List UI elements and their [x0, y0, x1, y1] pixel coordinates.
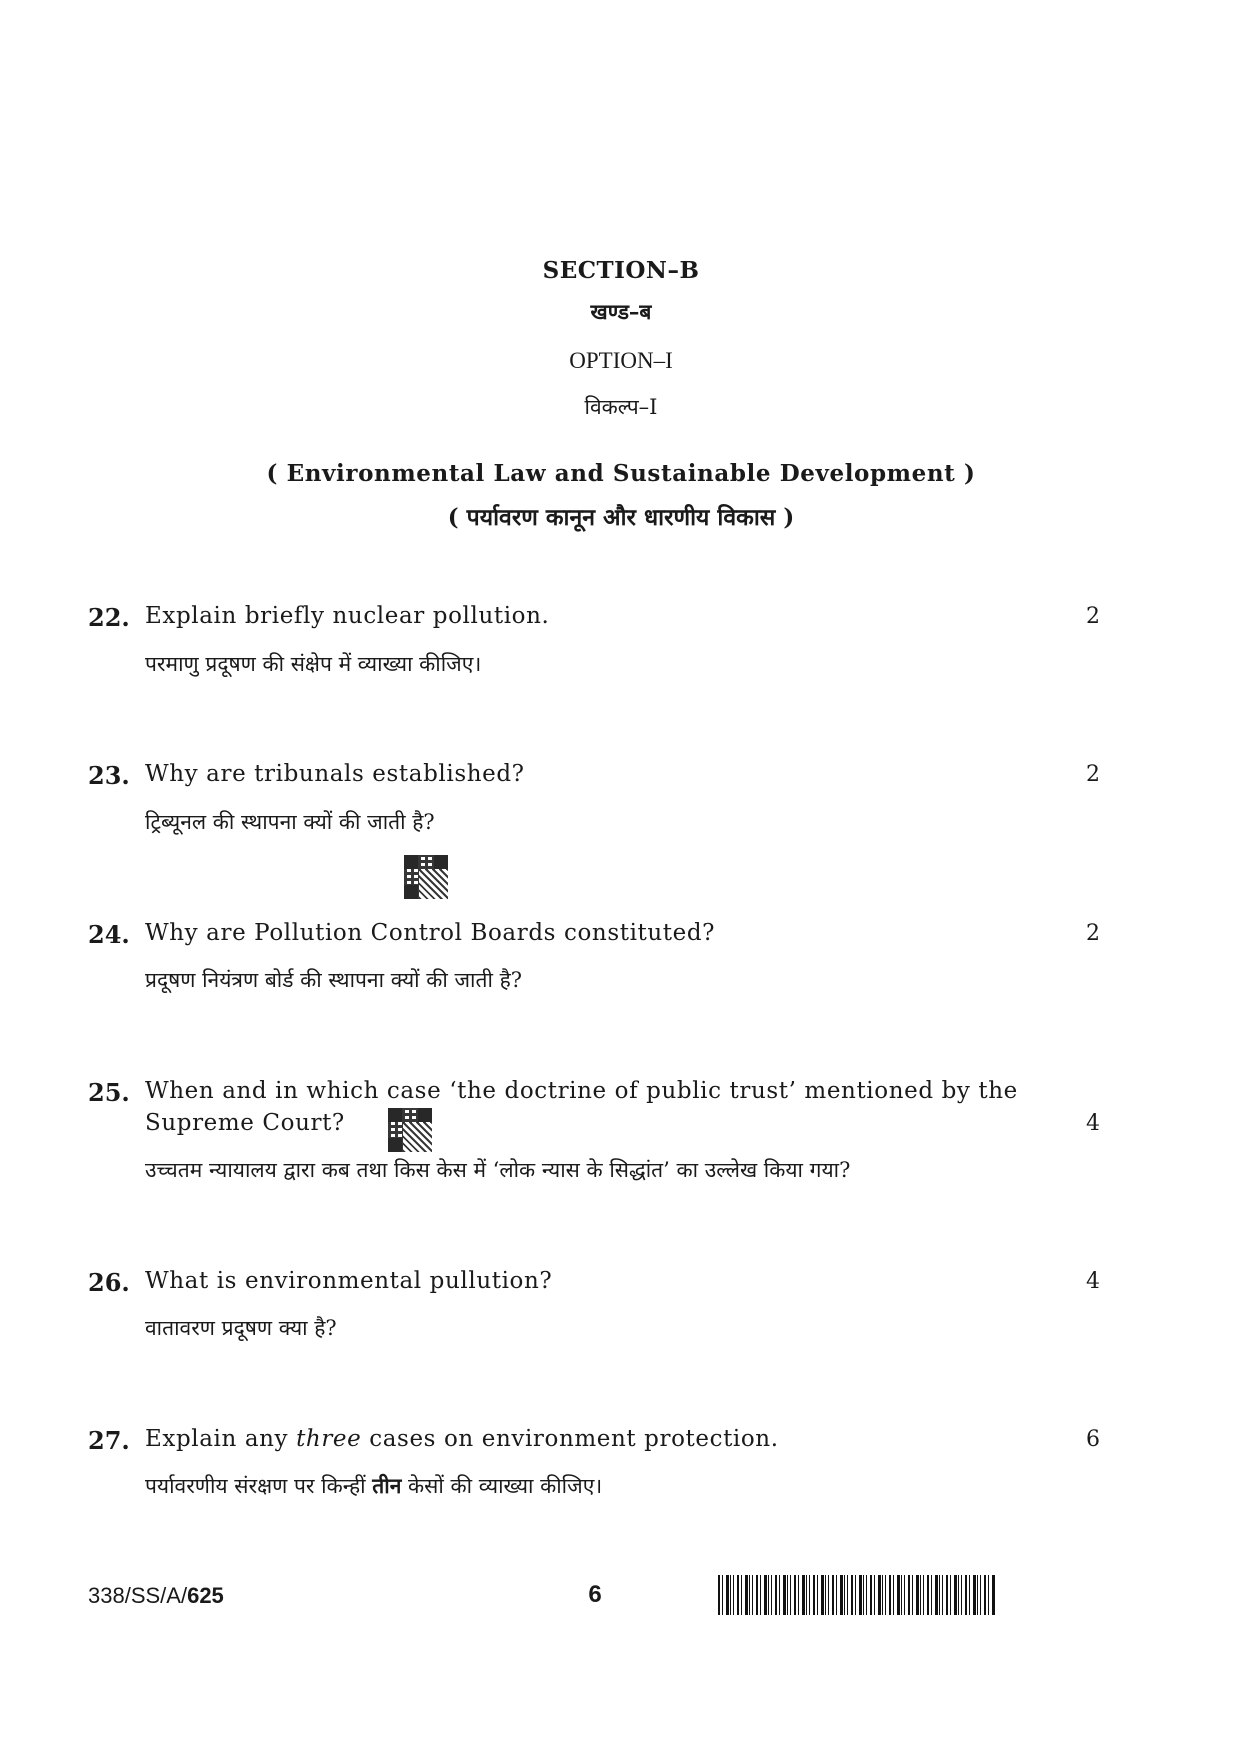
question-text-continued: Supreme Court? [145, 1110, 345, 1136]
question-number: 22. [88, 603, 130, 632]
section-title: SECTION–B [542, 257, 700, 284]
topic-title: ( Environmental Law and Sustainable Development ) [266, 460, 976, 487]
barcode-icon [718, 1575, 996, 1615]
question-marks: 4 [1086, 1111, 1100, 1136]
question-text: Why are Pollution Control Boards constituted? [145, 920, 716, 946]
question-text: What is environmental pullution? [145, 1268, 553, 1294]
qr-code-icon [404, 855, 448, 899]
question-number: 26. [88, 1268, 130, 1297]
topic-title-hindi: ( पर्यावरण कानून और धारणीय विकास ) [447, 504, 795, 531]
page-number: 6 [588, 1581, 602, 1608]
question-marks: 2 [1086, 604, 1100, 629]
question-marks: 4 [1086, 1269, 1100, 1294]
question-text-hindi: पर्यावरणीय संरक्षण पर किन्हीं तीन केसों की व्याख्या कीजिए। [145, 1473, 603, 1498]
question-text-hindi: प्रदूषण नियंत्रण बोर्ड की स्थापना क्यों की जाती है? [145, 968, 522, 992]
qr-code-icon [388, 1108, 432, 1152]
option-label-hindi: विकल्प–I [584, 395, 658, 419]
question-text: Why are tribunals established? [145, 761, 525, 787]
question-text-hindi: ट्रिब्यूनल की स्थापना क्यों की जाती है? [145, 810, 435, 834]
emphasis-word-hindi: तीन [372, 1473, 402, 1498]
question-text-hindi: परमाणु प्रदूषण की संक्षेप में व्याख्या कीजिए। [145, 652, 482, 676]
question-number: 27. [88, 1426, 130, 1455]
question-number: 23. [88, 761, 130, 790]
question-number: 25. [88, 1078, 130, 1107]
section-title-hindi: खण्ड–ब [590, 299, 652, 324]
question-text-hindi: उच्चतम न्यायालय द्वारा कब तथा किस केस में ‘लोक न्यास के सिद्धांत’ का उल्लेख किया गया? [145, 1158, 851, 1182]
question-text-hindi: वातावरण प्रदूषण क्या है? [145, 1316, 337, 1340]
question-number: 24. [88, 920, 130, 949]
question-text: When and in which case ‘the doctrine of public trust’ mentioned by the [145, 1078, 1018, 1104]
option-label: OPTION–I [569, 348, 673, 373]
question-marks: 2 [1086, 762, 1100, 787]
emphasis-word: three [296, 1426, 362, 1452]
question-text: Explain any three cases on environment protection. [145, 1426, 779, 1452]
question-marks: 6 [1086, 1427, 1100, 1452]
paper-code: 338/SS/A/625 [88, 1583, 224, 1608]
question-text: Explain briefly nuclear pollution. [145, 603, 550, 629]
question-marks: 2 [1086, 921, 1100, 946]
